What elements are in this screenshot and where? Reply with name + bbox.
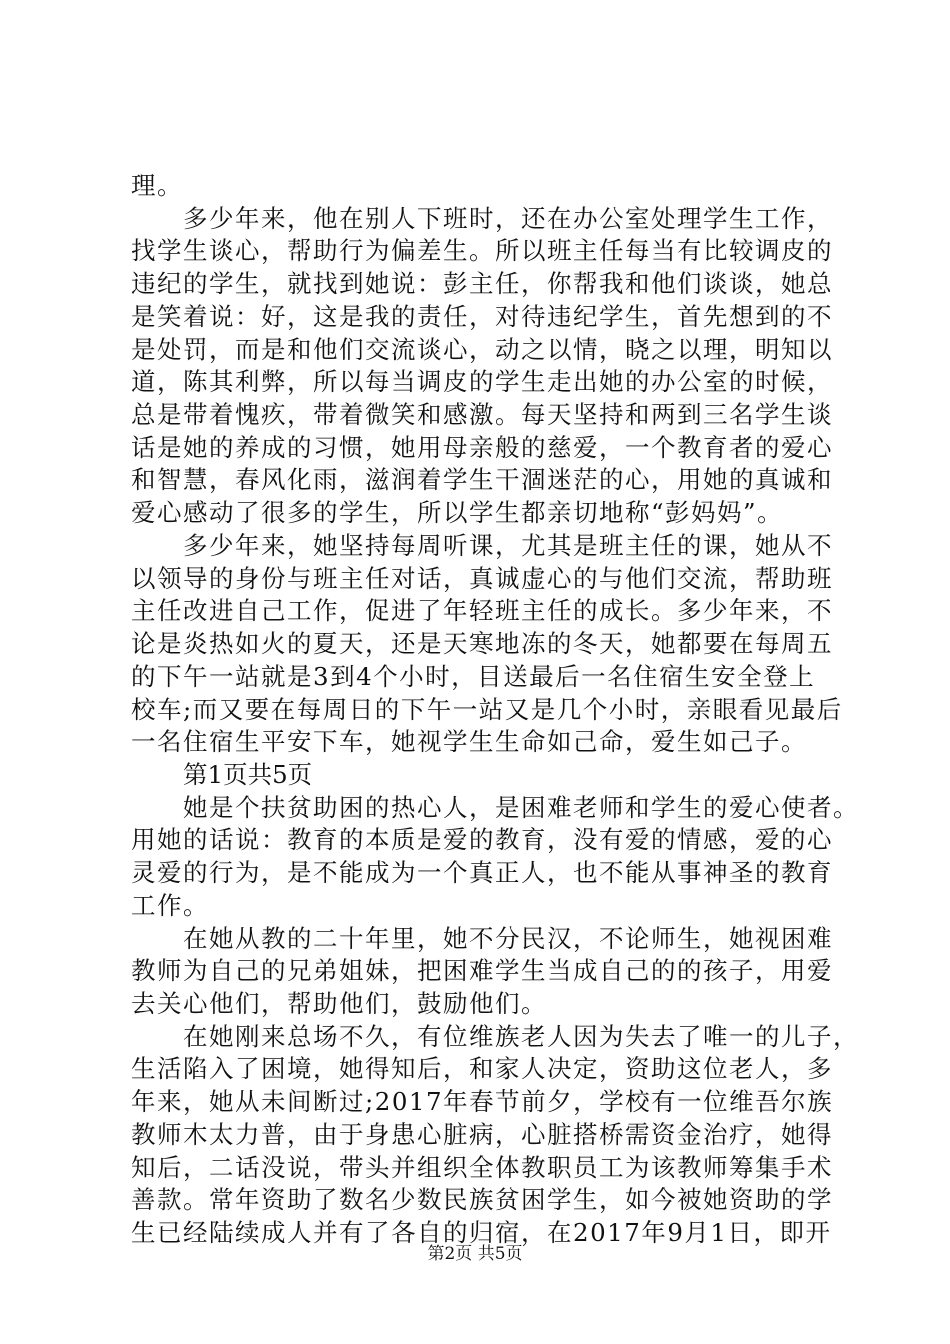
text-line: 论是炎热如火的夏天，还是天寒地冻的冬天，她都要在每周五 [131, 629, 833, 658]
paragraph-start-line: 多少年来，她坚持每周听课，尤其是班主任的课，她从不 [183, 531, 833, 560]
page-footer: 第2页 共5页 [427, 1244, 523, 1264]
text-line: 是处罚，而是和他们交流谈心，动之以情，晓之以理，明知以 [131, 335, 833, 364]
text-line: 教师为自己的兄弟姐妹，把困难学生当成自己的的孩子，用爱 [131, 956, 833, 985]
paragraph-start-line: 多少年来，他在别人下班时，还在办公室处理学生工作， [183, 204, 833, 233]
text-line: 校车;而又要在每周日的下午一站又是几个小时，亲眼看见最后 [131, 695, 843, 724]
text-line: 生活陷入了困境，她得知后，和家人决定，资助这位老人，多 [131, 1054, 833, 1083]
text-line: 找学生谈心，帮助行为偏差生。所以班主任每当有比较调皮的 [131, 236, 833, 265]
text-line: 道，陈其利弊，所以每当调皮的学生走出她的办公室的时候， [131, 367, 833, 396]
text-line: 善款。常年资助了数名少数民族贫困学生，如今被她资助的学 [131, 1185, 833, 1214]
text-line: 灵爱的行为，是不能成为一个真正人，也不能从事神圣的教育 [131, 858, 833, 887]
text-line: 知后，二话没说，带头并组织全体教职员工为该教师筹集手术 [131, 1153, 833, 1182]
paragraph-start-line: 在她从教的二十年里，她不分民汉，不论师生，她视困难 [183, 924, 833, 953]
text-line: 生已经陆续成人并有了各自的归宿，在2017年9月1日，即开 [131, 1218, 832, 1247]
text-line: 话是她的养成的习惯，她用母亲般的慈爱，一个教育者的爱心 [131, 433, 833, 462]
paragraph-start-line: 她是个扶贫助困的热心人，是困难老师和学生的爱心使者。 [183, 793, 859, 822]
text-line: 违纪的学生，就找到她说：彭主任，你帮我和他们谈谈，她总 [131, 269, 833, 298]
text-line: 理。 [131, 171, 183, 200]
text-line: 工作。 [131, 891, 209, 920]
text-line: 教师木太力普，由于身患心脏病，心脏搭桥需资金治疗，她得 [131, 1120, 833, 1149]
text-line: 去关心他们，帮助他们，鼓励他们。 [131, 989, 547, 1018]
paragraph-start-line: 在她刚来总场不久，有位维族老人因为失去了唯一的儿子， [183, 1022, 859, 1051]
text-line: 主任改进自己工作，促进了年轻班主任的成长。多少年来，不 [131, 596, 833, 625]
text-line: 以领导的身份与班主任对话，真诚虚心的与他们交流，帮助班 [131, 564, 833, 593]
text-line: 年来，她从未间断过;2017年春节前夕，学校有一位维吾尔族 [131, 1087, 834, 1116]
inline-page-marker: 第1页共5页 [183, 760, 313, 789]
text-line: 是笑着说：好，这是我的责任，对待违纪学生，首先想到的不 [131, 302, 833, 331]
text-line: 爱心感动了很多的学生，所以学生都亲切地称“彭妈妈”。 [131, 498, 784, 527]
text-line: 总是带着愧疚，带着微笑和感激。每天坚持和两到三名学生谈 [131, 400, 833, 429]
text-line: 用她的话说：教育的本质是爱的教育，没有爱的情感，爱的心 [131, 825, 833, 854]
text-line: 和智慧，春风化雨，滋润着学生干涸迷茫的心，用她的真诚和 [131, 465, 833, 494]
text-line: 一名住宿生平安下车，她视学生生命如己命，爱生如己子。 [131, 727, 807, 756]
text-line: 的下午一站就是3到4个小时，目送最后一名住宿生安全登上 [131, 662, 816, 691]
